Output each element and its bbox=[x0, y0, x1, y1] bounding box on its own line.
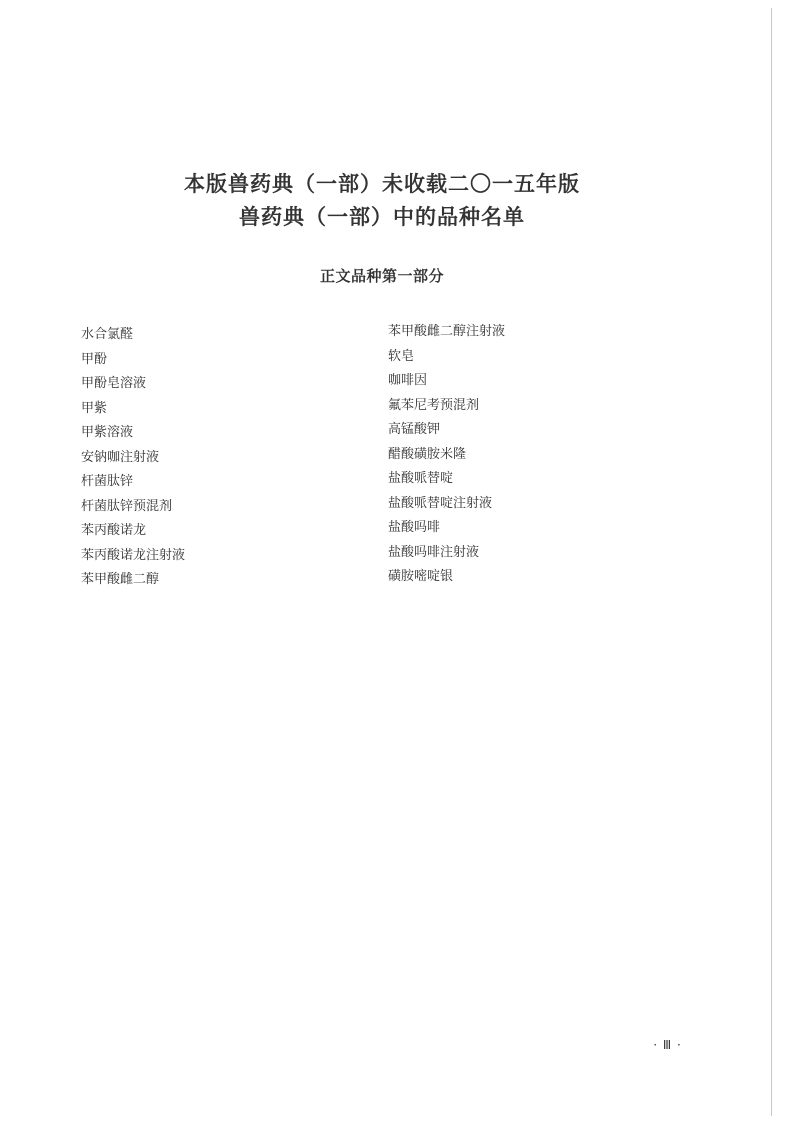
page-number: · Ⅲ · bbox=[653, 1038, 682, 1052]
list-item: 高锰酸钾 bbox=[388, 422, 441, 437]
section-heading: 正文品种第一部分 bbox=[319, 267, 444, 285]
list-item: 醋酸磺胺米隆 bbox=[388, 446, 467, 462]
list-item: 甲酚皂溶液 bbox=[81, 376, 147, 391]
list-item: 甲紫溶液 bbox=[81, 425, 134, 440]
page-title-line-1: 本版兽药典（一部）未收载二〇一五年版 bbox=[184, 172, 580, 196]
list-item: 甲紫 bbox=[81, 400, 108, 416]
list-item: 安钠咖注射液 bbox=[81, 449, 160, 465]
list-item: 盐酸吗啡 bbox=[388, 520, 441, 535]
list-item: 苯甲酸雌二醇注射液 bbox=[388, 324, 506, 339]
list-item: 盐酸吗啡注射液 bbox=[388, 544, 480, 560]
list-item: 咖啡因 bbox=[388, 373, 428, 388]
list-item: 水合氯醛 bbox=[81, 327, 134, 342]
left-item-list bbox=[81, 323, 185, 593]
list-item: 杆菌肽锌预混剂 bbox=[81, 498, 173, 514]
right-item-list bbox=[388, 320, 505, 590]
list-item: 甲酚 bbox=[81, 351, 108, 367]
list-item: 磺胺嘧啶银 bbox=[388, 569, 454, 584]
list-item: 氟苯尼考预混剂 bbox=[388, 397, 480, 413]
list-item: 软皂 bbox=[388, 348, 415, 364]
list-item: 杆菌肽锌 bbox=[81, 474, 134, 489]
list-item: 苯丙酸诺龙 bbox=[81, 523, 147, 538]
list-item: 盐酸哌替啶 bbox=[388, 471, 454, 486]
list-item: 苯丙酸诺龙注射液 bbox=[81, 547, 186, 563]
list-item: 盐酸哌替啶注射液 bbox=[388, 495, 493, 511]
list-item: 苯甲酸雌二醇 bbox=[81, 572, 160, 587]
page-title-line-2: 兽药典（一部）中的品种名单 bbox=[239, 205, 525, 229]
